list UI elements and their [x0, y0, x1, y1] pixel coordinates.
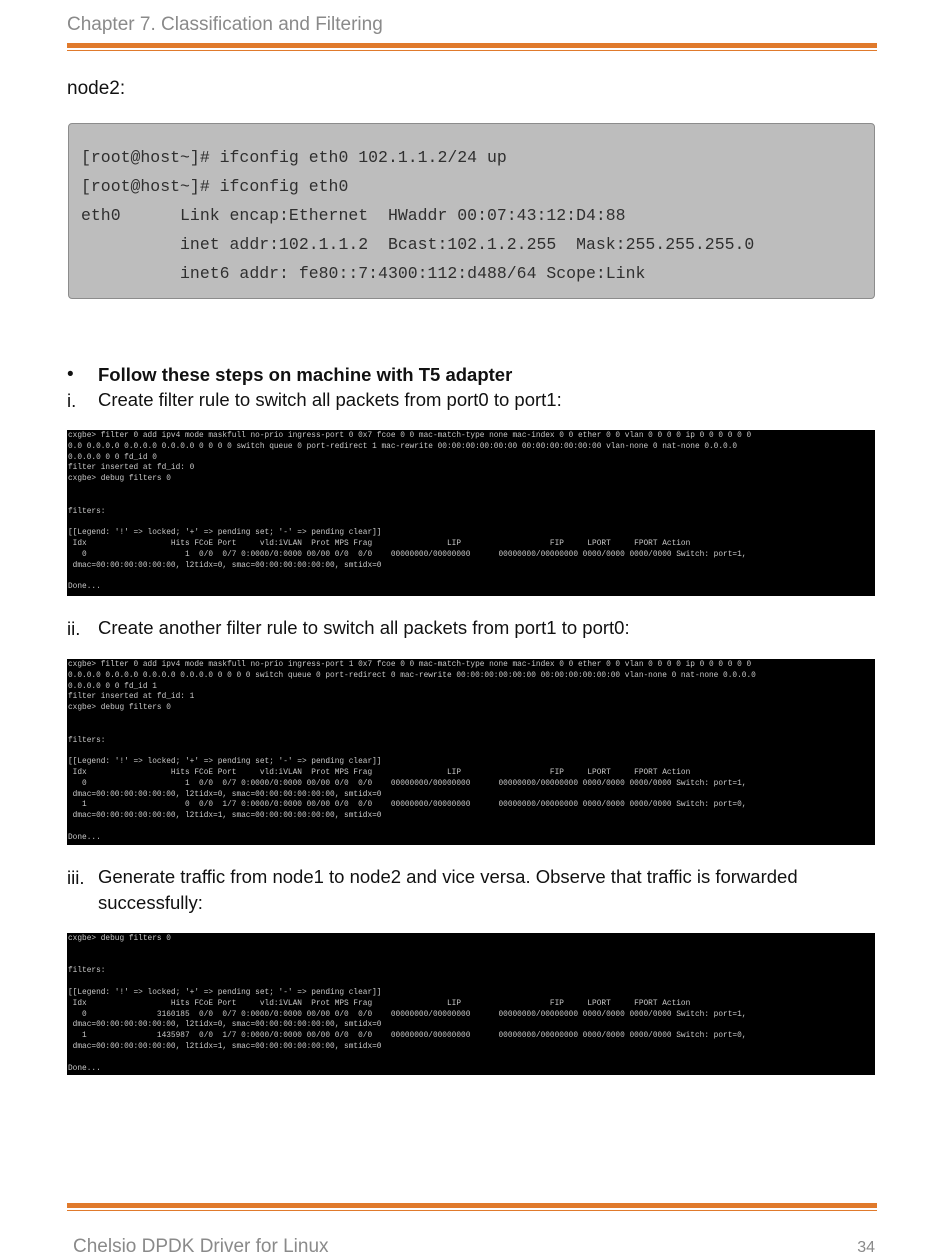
terminal-screenshot-3 [67, 933, 875, 1075]
terminal-line: [[Legend: '!' => locked; '+' => pending set; '-' => pending clear]] [68, 988, 382, 997]
footer-rule-thin [67, 1210, 877, 1211]
terminal-line: cxgbe> filter 0 add ipv4 mode maskfull no-prio ingress-port 0 0x7 fcoe 0 0 mac-match-type none mac-index 0 0 ether 0 0 vlan 0 0 0 0 ip 0 0 0 0 0 0 [68, 432, 752, 440]
terminal-line [68, 822, 875, 833]
code-block [68, 123, 875, 299]
step-number: iii. [67, 867, 85, 888]
header-rule-thin [67, 50, 877, 51]
bullet-marker: • [67, 364, 74, 385]
terminal-line: dmac=00:00:00:00:00:00, l2tidx=0, smac=00:00:00:00:00:00, smtidx=0 [68, 561, 382, 570]
terminal-line: dmac=00:00:00:00:00:00, l2tidx=0, smac=00:00:00:00:00:00, smtidx=0 [68, 1021, 382, 1030]
step-text: Generate traffic from node1 to node2 and vice versa. Observe that traffic is forwarded successfully: [98, 866, 798, 913]
terminal-line: 0 1 0/0 0/7 0:0000/0:0000 00/00 0/0 0/0 00000000/00000000 00000000/00000000 0000/0000 0000/0000 Switch: port=1, [68, 779, 747, 788]
terminal-line: dmac=00:00:00:00:00:00, l2tidx=1, smac=00:00:00:00:00:00, smtidx=0 [68, 812, 382, 821]
terminal-line: 0.0.0.0 0.0.0.0 0.0.0.0 0.0.0.0 0 0 0 0 switch queue 0 port-redirect 0 mac-rewrite 00:00:00:00:00:00 00:00:00:00:00:00 vlan-none 0 nat-none 0.0.0.0 [68, 671, 756, 680]
terminal-line [68, 496, 875, 507]
terminal-line: filter inserted at fd_id: 0 [68, 464, 195, 473]
footer-rule-thick [67, 1203, 877, 1208]
terminal-line: 0.0 0.0.0.0 0.0.0.0 0.0.0.0 0 0 0 0 switch queue 0 port-redirect 1 mac-rewrite 00:00:00:00:00:00 00:00:00:00:00:00 vlan-none 0 nat-none 0.0.0.0 [68, 442, 738, 451]
terminal-line: 0.0.0.0 0 0 fd_id 0 [68, 453, 157, 462]
terminal-line: dmac=00:00:00:00:00:00, l2tidx=1, smac=00:00:00:00:00:00, smtidx=0 [68, 1042, 382, 1051]
terminal-line [68, 945, 875, 956]
terminal-line: dmac=00:00:00:00:00:00, l2tidx=0, smac=00:00:00:00:00:00, smtidx=0 [68, 790, 382, 799]
terminal-line: filters: [68, 507, 106, 516]
terminal-line: [[Legend: '!' => locked; '+' => pending set; '-' => pending clear]] [68, 529, 382, 538]
terminal-line [68, 725, 875, 736]
terminal-line: 0 3160185 0/0 0/7 0:0000/0:0000 00/00 0/0 0/0 00000000/00000000 00000000/00000000 0000/0000 0000/0000 Switch: port=1, [68, 1010, 747, 1019]
terminal-line: cxgbe> debug filters 0 [68, 475, 171, 484]
terminal-line: cxgbe> filter 0 add ipv4 mode maskfull no-prio ingress-port 1 0x7 fcoe 0 0 mac-match-type none mac-index 0 0 ether 0 0 vlan 0 0 0 0 ip 0 0 0 0 0 0 [68, 661, 752, 669]
step-text: Create filter rule to switch all packets from port0 to port1: [98, 389, 562, 410]
terminal-line: [[Legend: '!' => locked; '+' => pending set; '-' => pending clear]] [68, 758, 382, 767]
code-line: eth0 Link encap:Ethernet HWaddr 00:07:43:12:D4:88 [81, 206, 626, 225]
terminal-line: filter inserted at fd_id: 1 [68, 693, 195, 702]
terminal-line: Idx Hits FCoE Port vld:iVLAN Prot MPS Frag LIP FIP LPORT FPORT Action [68, 768, 691, 777]
step-number: i. [67, 390, 77, 411]
terminal-line [68, 956, 875, 967]
page-number: 34 [857, 1239, 875, 1256]
code-line: [root@host~]# ifconfig eth0 102.1.1.2/24 up [81, 148, 507, 167]
terminal-line: filters: [68, 967, 106, 976]
terminal-line: filters: [68, 736, 106, 745]
terminal-line [68, 746, 875, 757]
terminal-line: cxgbe> debug filters 0 [68, 704, 171, 713]
code-line: inet6 addr: fe80::7:4300:112:d488/64 Scope:Link [81, 264, 646, 283]
terminal-line: 0.0.0.0 0 0 fd_id 1 [68, 682, 157, 691]
bullet-heading: Follow these steps on machine with T5 adapter [98, 364, 513, 385]
terminal-line: 1 0 0/0 1/7 0:0000/0:0000 00/00 0/0 0/0 00000000/00000000 00000000/00000000 0000/0000 0000/0000 Switch: port=0, [68, 801, 747, 810]
terminal-screenshot-2 [67, 659, 875, 845]
terminal-line: Done... [68, 1064, 101, 1073]
terminal-line: Done... [68, 583, 101, 592]
terminal-line [68, 977, 875, 988]
terminal-line [68, 485, 875, 496]
terminal-line: Idx Hits FCoE Port vld:iVLAN Prot MPS Frag LIP FIP LPORT FPORT Action [68, 999, 691, 1008]
terminal-line [68, 1053, 875, 1064]
terminal-line [68, 714, 875, 725]
terminal-line: 0 1 0/0 0/7 0:0000/0:0000 00/00 0/0 0/0 00000000/00000000 00000000/00000000 0000/0000 0000/0000 Switch: port=1, [68, 550, 747, 559]
node-label: node2: [67, 78, 126, 99]
header-rule-thick [67, 43, 877, 48]
step-number: ii. [67, 618, 81, 639]
terminal-line [68, 517, 875, 528]
footer-title: Chelsio DPDK Driver for Linux [73, 1236, 329, 1257]
terminal-line: 1 1435987 0/0 1/7 0:0000/0:0000 00/00 0/0 0/0 00000000/00000000 00000000/00000000 0000/0000 0000/0000 Switch: port=0, [68, 1032, 747, 1041]
code-line: [root@host~]# ifconfig eth0 [81, 177, 349, 196]
terminal-screenshot-1 [67, 430, 875, 596]
terminal-line: Done... [68, 833, 101, 842]
terminal-line: cxgbe> debug filters 0 [68, 935, 171, 943]
terminal-line: Idx Hits FCoE Port vld:iVLAN Prot MPS Frag LIP FIP LPORT FPORT Action [68, 539, 691, 548]
terminal-line [68, 571, 875, 582]
chapter-title: Chapter 7. Classification and Filtering [67, 14, 383, 35]
code-line: inet addr:102.1.1.2 Bcast:102.1.2.255 Mask:255.255.255.0 [81, 235, 755, 254]
step-text: Create another filter rule to switch all packets from port1 to port0: [98, 617, 630, 638]
